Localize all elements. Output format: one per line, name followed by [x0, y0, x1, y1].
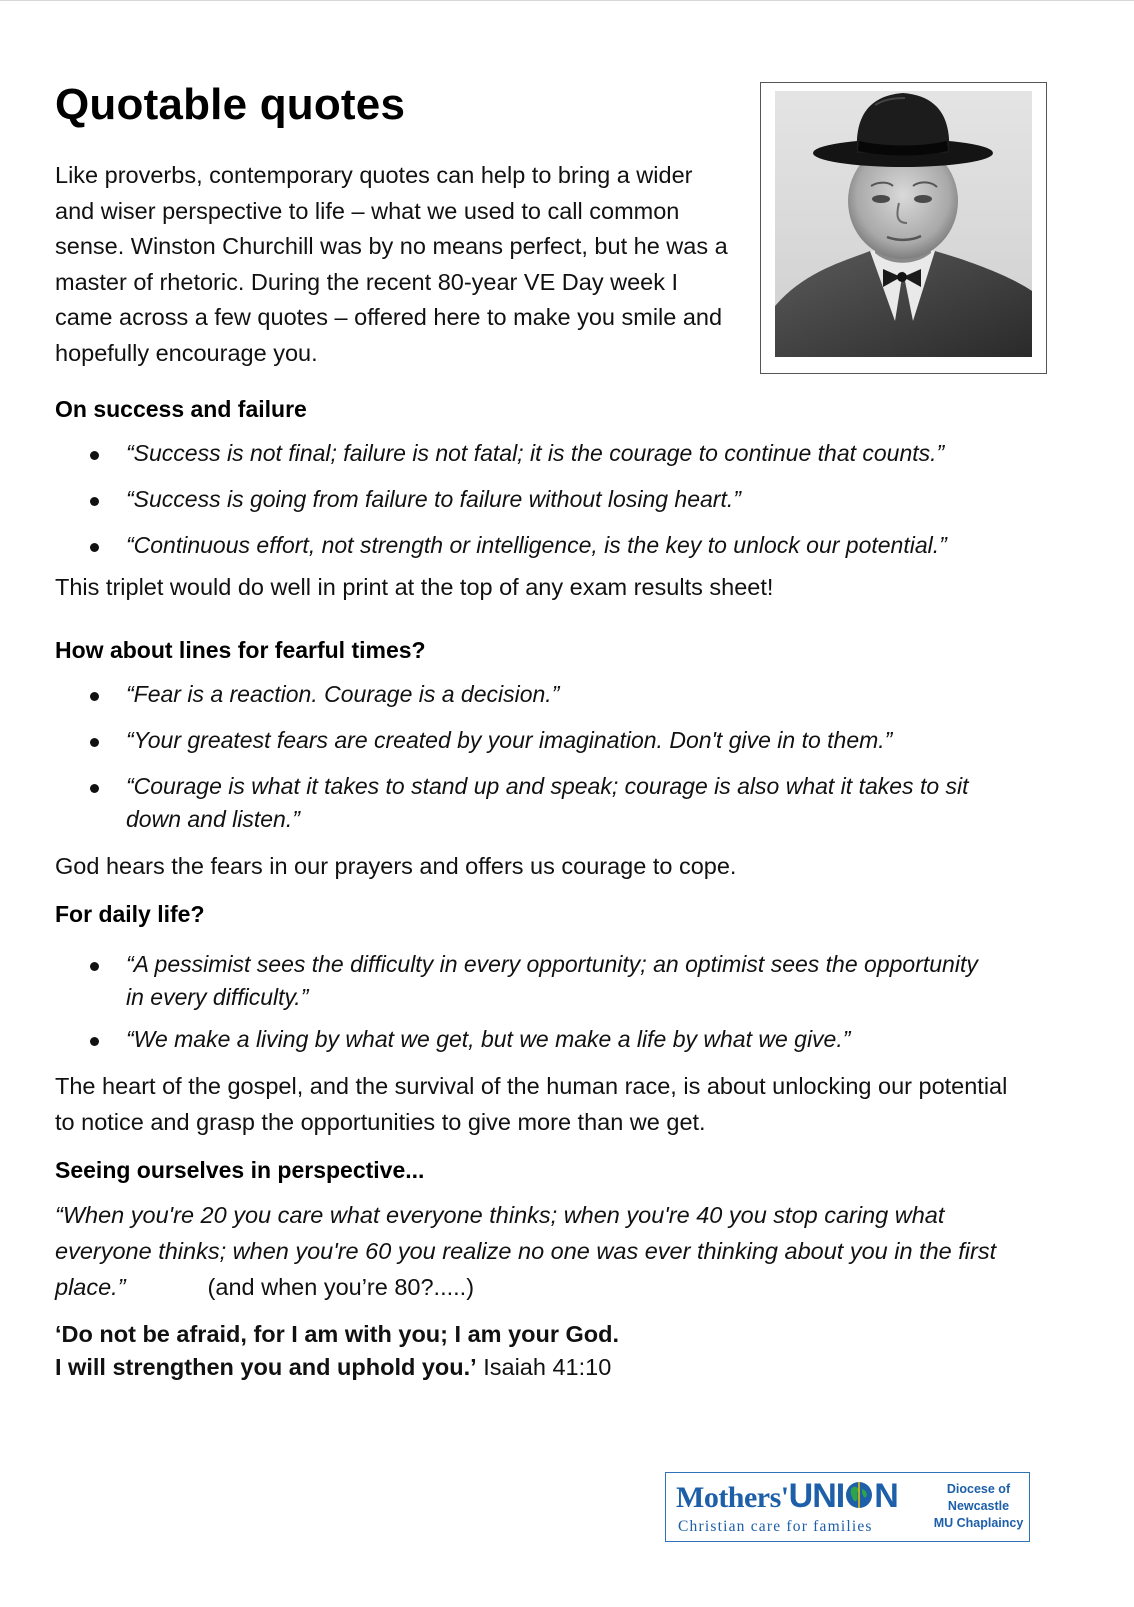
mu-logo-name-part1: Mothers'	[676, 1481, 789, 1514]
diocese-line-1: Diocese of	[946, 1482, 1011, 1496]
page-title: Quotable quotes	[55, 80, 406, 129]
bullet-icon	[90, 962, 99, 971]
daily-comment: The heart of the gospel, and the survival of the human race, is about unlocking our potential to notice and grasp the opportunities to give more than we get.	[55, 1073, 1008, 1135]
section-heading-daily: For daily life?	[55, 901, 205, 928]
quote-list-success	[55, 437, 1085, 562]
quote-list-fear	[55, 678, 1085, 836]
scripture-line-2-wrap	[55, 1351, 1085, 1384]
bullet-icon	[90, 738, 99, 747]
mu-logo-name-part3: N	[874, 1477, 898, 1515]
scripture-reference: Isaiah 41:10	[483, 1354, 612, 1381]
scripture-quote	[55, 1318, 1085, 1384]
bullet-icon	[90, 497, 99, 506]
quote-item	[55, 770, 1085, 836]
quote-item	[55, 724, 1085, 757]
section-heading-perspective: Seeing ourselves in perspective...	[55, 1157, 425, 1184]
fear-comment: God hears the fears in our prayers and offers us courage to cope.	[55, 852, 737, 879]
mothers-union-logo	[665, 1472, 1030, 1542]
success-comment: This triplet would do well in print at the top of any exam results sheet!	[55, 574, 774, 600]
portrait-photo-image	[775, 91, 1032, 357]
mu-logo-name	[676, 1477, 898, 1516]
quote-item	[55, 437, 1085, 470]
quote-text: “We make a living by what we get, but we make a life by what we give.”	[126, 1026, 851, 1053]
perspective-quote	[55, 1198, 1085, 1305]
diocese-line-3: MU Chaplaincy	[933, 1516, 1024, 1530]
quote-list-daily	[55, 948, 1085, 1056]
top-rule	[0, 0, 1134, 1]
quote-text: “Continuous effort, not strength or intelligence, is the key to unlock our potential.”	[126, 532, 947, 558]
mu-diocese-label	[931, 1481, 1026, 1532]
quote-item	[55, 948, 1085, 1014]
section-heading-success: On success and failure	[55, 396, 307, 422]
scripture-line-1: ‘Do not be afraid, for I am with you; I am your God.	[55, 1321, 620, 1348]
perspective-aside: (and when you’re 80?.....)	[207, 1273, 475, 1300]
bullet-icon	[90, 451, 99, 460]
quote-text: “Fear is a reaction. Courage is a decision.”	[126, 680, 560, 707]
bullet-icon	[90, 784, 99, 793]
bullet-icon	[90, 543, 99, 552]
quote-item	[55, 678, 1085, 711]
mu-logo-name-part2: UNI	[788, 1477, 845, 1515]
diocese-line-2: Newcastle	[947, 1499, 1010, 1513]
quote-item	[55, 1023, 1085, 1056]
perspective-quote-text: “When you're 20 you care what everyone thinks; when you're 40 you stop caring what everyone thinks; when you're 60 you realize no one was ever thinking about you in the first place.”	[55, 1202, 997, 1300]
mu-logo-tagline: Christian care for families	[678, 1518, 873, 1535]
quote-item	[55, 483, 1085, 516]
globe-icon	[844, 1480, 874, 1510]
quote-text: “Success is not final; failure is not fatal; it is the courage to continue that counts.”	[126, 440, 945, 466]
quote-text: “Success is going from failure to failure without losing heart.”	[126, 486, 741, 512]
quote-text: “A pessimist sees the difficulty in every opportunity; an optimist sees the opportunity in every difficulty.”	[126, 951, 978, 1011]
portrait-photo	[760, 82, 1047, 374]
quote-text: “Courage is what it takes to stand up and speak; courage is also what it takes to sit down and listen.”	[126, 772, 969, 832]
intro-paragraph: Like proverbs, contemporary quotes can help to bring a wider and wiser perspective to life – what we used to call common sense. Winston Churchill was by no means perfect, but he was a master of rhetoric. During the recent 80-year VE Day week I came across a few quotes – offered here to make you smile and hopefully encourage you.	[55, 162, 728, 366]
bullet-icon	[90, 1037, 99, 1046]
quote-item	[55, 529, 1085, 562]
section-heading-fear: How about lines for fearful times?	[55, 636, 426, 663]
bullet-icon	[90, 692, 99, 701]
article-body	[55, 393, 1085, 1384]
scripture-line-2: I will strengthen you and uphold you.’	[55, 1354, 477, 1381]
quote-text: “Your greatest fears are created by your imagination. Don't give in to them.”	[126, 726, 893, 753]
